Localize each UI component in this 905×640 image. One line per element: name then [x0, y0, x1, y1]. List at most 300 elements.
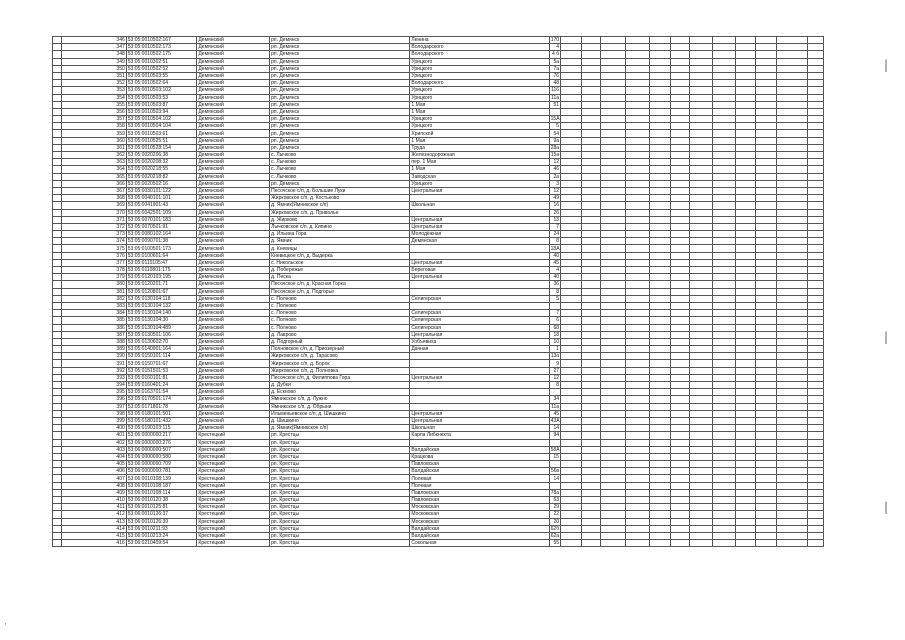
- empty-cell: [756, 94, 777, 101]
- empty-cell: [777, 274, 808, 281]
- empty-cell: [689, 94, 712, 101]
- empty-cell: [756, 432, 777, 439]
- empty-cell: [689, 144, 712, 151]
- empty-cell: [756, 532, 777, 539]
- empty-cell: [756, 346, 777, 353]
- empty-cell: [561, 382, 582, 389]
- row-number-cell: 396: [62, 396, 126, 403]
- empty-cell: [777, 116, 808, 123]
- empty-cell: [808, 461, 824, 468]
- table-row: [53, 432, 824, 439]
- cadastral-number-cell: 53:05:0020218:55: [126, 166, 197, 173]
- row-number-cell: 367: [62, 187, 126, 194]
- settlement-cell: д. Ямник(Ямникское с/п): [270, 202, 410, 209]
- cadastral-number-cell: 53:05:0010504:104: [126, 123, 197, 130]
- empty-cell: [600, 144, 625, 151]
- row-number-cell: 352: [62, 80, 126, 87]
- empty-cell: [777, 259, 808, 266]
- empty-cell: [650, 504, 671, 511]
- empty-cell: [671, 525, 690, 532]
- cadastral-number-cell: 53:05:0120801:67: [126, 288, 197, 295]
- district-cell: Демянский: [197, 72, 270, 79]
- empty-cell: [689, 44, 712, 51]
- empty-cell: [625, 317, 650, 324]
- settlement-cell: д. Лаврово: [270, 331, 410, 338]
- settlement-cell: рп. Демянск: [270, 123, 410, 130]
- settlement-cell: с. Полново: [270, 310, 410, 317]
- empty-cell: [712, 223, 735, 230]
- empty-cell: [756, 511, 777, 518]
- district-cell: Демянский: [197, 195, 270, 202]
- cadastral-number-cell: 53:06:0010126:39: [126, 518, 197, 525]
- empty-cell: [581, 130, 600, 137]
- empty-cell: [561, 532, 582, 539]
- empty-cell: [777, 532, 808, 539]
- row-number-cell: 366: [62, 180, 126, 187]
- empty-cell: [777, 288, 808, 295]
- settlement-cell: рп. Крестцы: [270, 468, 410, 475]
- empty-cell: [561, 137, 582, 144]
- table-row: [53, 410, 824, 417]
- empty-cell: [712, 173, 735, 180]
- empty-cell: [650, 65, 671, 72]
- table-row: [53, 396, 824, 403]
- table-row: [53, 108, 824, 115]
- empty-cell: [777, 281, 808, 288]
- empty-cell: [808, 317, 824, 324]
- house-number-cell: 7а: [549, 65, 560, 72]
- house-number-cell: 48: [549, 80, 560, 87]
- house-number-cell: [549, 302, 560, 309]
- empty-cell: [581, 331, 600, 338]
- house-number-cell: 13а: [550, 353, 560, 360]
- empty-cell: [689, 37, 712, 44]
- settlement-cell: д. Песка: [270, 274, 410, 281]
- empty-cell: [808, 302, 824, 309]
- empty-cell: [650, 166, 671, 173]
- empty-cell: [581, 252, 600, 259]
- table-row: [53, 44, 824, 51]
- house-number-cell: 5: [549, 123, 560, 130]
- street-cell: пер. 1 Мая: [410, 159, 549, 166]
- empty-cell: [712, 489, 735, 496]
- empty-cell: [581, 432, 600, 439]
- empty-cell: [671, 37, 690, 44]
- street-cell: Павловская: [410, 461, 549, 468]
- empty-cell: [561, 51, 582, 58]
- empty-cell: [671, 101, 690, 108]
- empty-cell: [756, 453, 777, 460]
- empty-cell: [756, 195, 777, 202]
- empty-cell: [756, 338, 777, 345]
- district-cell: Демянский: [197, 80, 270, 87]
- empty-cell: [756, 44, 777, 51]
- empty-cell: [735, 144, 756, 151]
- empty-cell: [808, 72, 824, 79]
- empty-cell: [600, 331, 625, 338]
- house-number-cell: [549, 108, 560, 115]
- empty-cell: [625, 123, 650, 130]
- district-cell: Демянский: [197, 353, 270, 360]
- empty-cell: [689, 216, 712, 223]
- empty-cell: [756, 108, 777, 115]
- data-table: [52, 36, 824, 547]
- empty-cell: [689, 324, 712, 331]
- empty-cell: [625, 180, 650, 187]
- empty-cell: [712, 180, 735, 187]
- empty-cell: [808, 252, 824, 259]
- table-row: [53, 238, 824, 245]
- empty-cell: [689, 396, 712, 403]
- house-number-cell: 43А: [550, 418, 560, 425]
- table-row: [53, 338, 824, 345]
- edge-mark-right-mid: |: [884, 330, 889, 344]
- empty-cell: [581, 461, 600, 468]
- empty-cell: [712, 482, 735, 489]
- row-spacer-cell: [53, 58, 62, 65]
- street-cell: Хрипской: [410, 130, 549, 137]
- house-number-cell: 116: [551, 87, 560, 94]
- row-spacer-cell: [53, 389, 62, 396]
- street-cell: Урицкого: [410, 65, 549, 72]
- row-number-cell: 381: [62, 288, 126, 295]
- cadastral-number-cell: 53:05:0120103:195: [126, 274, 197, 281]
- empty-cell: [735, 532, 756, 539]
- cadastral-number-cell: 53:06:0010211:93: [126, 525, 197, 532]
- empty-cell: [671, 360, 690, 367]
- table-row: [53, 374, 824, 381]
- empty-cell: [650, 417, 671, 424]
- empty-cell: [735, 518, 756, 525]
- table-row: [53, 259, 824, 266]
- street-cell: [410, 360, 549, 367]
- empty-cell: [712, 338, 735, 345]
- empty-cell: [650, 72, 671, 79]
- empty-cell: [600, 44, 625, 51]
- empty-cell: [650, 94, 671, 101]
- empty-cell: [600, 274, 625, 281]
- empty-cell: [689, 108, 712, 115]
- row-number-cell: 375: [62, 245, 126, 252]
- settlement-cell: Лычковское с/п, д. Кипино: [270, 223, 410, 230]
- empty-cell: [671, 374, 690, 381]
- empty-cell: [808, 51, 824, 58]
- cadastral-number-cell: 53:06:0010108:139: [126, 475, 197, 482]
- district-cell: Крестецкий: [197, 497, 270, 504]
- district-cell: Демянский: [197, 403, 270, 410]
- empty-cell: [625, 525, 650, 532]
- empty-cell: [808, 144, 824, 151]
- district-cell: Демянский: [197, 274, 270, 281]
- cadastral-number-cell: 53:06:0010108:114: [126, 489, 197, 496]
- empty-cell: [581, 324, 600, 331]
- empty-cell: [689, 389, 712, 396]
- settlement-cell: Песочское с/п, д. Подгорье: [270, 288, 410, 295]
- empty-cell: [808, 37, 824, 44]
- settlement-cell: рп. Крестцы: [270, 482, 410, 489]
- row-spacer-cell: [53, 238, 62, 245]
- settlement-cell: рп. Крестцы: [270, 504, 410, 511]
- empty-cell: [600, 367, 625, 374]
- house-number-cell: 5а: [549, 58, 560, 65]
- empty-cell: [756, 468, 777, 475]
- district-cell: Демянский: [197, 51, 270, 58]
- empty-cell: [600, 166, 625, 173]
- empty-cell: [625, 403, 650, 410]
- street-cell: Урицкого: [410, 116, 549, 123]
- empty-cell: [808, 231, 824, 238]
- street-cell: Урицкого: [410, 87, 549, 94]
- cadastral-number-cell: 53:05:0180101:432: [126, 417, 197, 424]
- empty-cell: [808, 410, 824, 417]
- empty-cell: [600, 489, 625, 496]
- street-cell: Селигерская: [410, 324, 549, 331]
- row-spacer-cell: [53, 489, 62, 496]
- empty-cell: [756, 37, 777, 44]
- settlement-cell: с. Никольское: [270, 259, 410, 266]
- empty-cell: [808, 360, 824, 367]
- empty-cell: [581, 497, 600, 504]
- table-row: [53, 453, 824, 460]
- table-row: [53, 324, 824, 331]
- empty-cell: [671, 87, 690, 94]
- empty-cell: [625, 223, 650, 230]
- row-spacer-cell: [53, 338, 62, 345]
- empty-cell: [561, 439, 582, 446]
- table-row: [53, 497, 824, 504]
- row-spacer-cell: [53, 144, 62, 151]
- empty-cell: [600, 482, 625, 489]
- empty-cell: [735, 417, 756, 424]
- settlement-cell: рп. Демянск: [270, 94, 410, 101]
- empty-cell: [581, 439, 600, 446]
- empty-cell: [600, 123, 625, 130]
- empty-cell: [561, 72, 582, 79]
- empty-cell: [808, 130, 824, 137]
- house-number-cell: 63: [549, 497, 560, 504]
- empty-cell: [561, 108, 582, 115]
- empty-cell: [581, 389, 600, 396]
- cadastral-number-cell: 53:05:0010504:102: [126, 116, 197, 123]
- empty-cell: [712, 374, 735, 381]
- empty-cell: [671, 245, 690, 252]
- table-row: [53, 403, 824, 410]
- district-cell: Демянский: [197, 180, 270, 187]
- empty-cell: [735, 51, 756, 58]
- street-cell: Уобъявиха: [410, 338, 549, 345]
- empty-cell: [625, 497, 650, 504]
- empty-cell: [650, 468, 671, 475]
- empty-cell: [625, 202, 650, 209]
- street-cell: [410, 396, 549, 403]
- empty-cell: [561, 374, 582, 381]
- cadastral-number-cell: 53:05:0130104:118: [126, 295, 197, 302]
- district-cell: Крестецкий: [197, 439, 270, 446]
- empty-cell: [712, 461, 735, 468]
- empty-cell: [777, 223, 808, 230]
- empty-cell: [561, 231, 582, 238]
- row-spacer-cell: [53, 468, 62, 475]
- empty-cell: [650, 389, 671, 396]
- empty-cell: [650, 137, 671, 144]
- empty-cell: [689, 367, 712, 374]
- cadastral-number-cell: 53:05:0010525:51: [126, 137, 197, 144]
- district-cell: Крестецкий: [197, 540, 270, 547]
- row-number-cell: 412: [62, 511, 126, 518]
- empty-cell: [561, 353, 582, 360]
- empty-cell: [756, 137, 777, 144]
- empty-cell: [712, 51, 735, 58]
- empty-cell: [625, 94, 650, 101]
- street-cell: [410, 281, 549, 288]
- empty-cell: [808, 195, 824, 202]
- empty-cell: [756, 396, 777, 403]
- empty-cell: [650, 187, 671, 194]
- empty-cell: [671, 274, 690, 281]
- table-row: [53, 209, 824, 216]
- house-number-cell: 36: [549, 281, 560, 288]
- house-number-cell: [549, 482, 560, 489]
- row-spacer-cell: [53, 346, 62, 353]
- empty-cell: [808, 166, 824, 173]
- empty-cell: [581, 468, 600, 475]
- empty-cell: [689, 159, 712, 166]
- empty-cell: [712, 259, 735, 266]
- empty-cell: [712, 382, 735, 389]
- empty-cell: [561, 360, 582, 367]
- empty-cell: [625, 310, 650, 317]
- cadastral-number-cell: 53:05:0010502:175: [126, 51, 197, 58]
- empty-cell: [735, 187, 756, 194]
- empty-cell: [689, 374, 712, 381]
- empty-cell: [756, 274, 777, 281]
- empty-cell: [600, 173, 625, 180]
- house-number-cell: 16: [549, 202, 560, 209]
- empty-cell: [808, 58, 824, 65]
- row-number-cell: 410: [62, 497, 126, 504]
- district-cell: Демянский: [197, 417, 270, 424]
- street-cell: Центральная: [410, 374, 549, 381]
- empty-cell: [735, 80, 756, 87]
- cadastral-number-cell: 53:05:0020206:38: [126, 152, 197, 159]
- empty-cell: [712, 123, 735, 130]
- district-cell: Демянский: [197, 173, 270, 180]
- empty-cell: [689, 51, 712, 58]
- street-cell: Центральная: [410, 223, 549, 230]
- row-spacer-cell: [53, 453, 62, 460]
- house-number-cell: 28а: [550, 144, 560, 151]
- empty-cell: [625, 245, 650, 252]
- empty-cell: [756, 410, 777, 417]
- row-number-cell: 362: [62, 152, 126, 159]
- empty-cell: [671, 259, 690, 266]
- empty-cell: [777, 403, 808, 410]
- empty-cell: [625, 468, 650, 475]
- row-spacer-cell: [53, 274, 62, 281]
- empty-cell: [777, 58, 808, 65]
- empty-cell: [735, 295, 756, 302]
- empty-cell: [625, 72, 650, 79]
- district-cell: Крестецкий: [197, 475, 270, 482]
- empty-cell: [808, 504, 824, 511]
- empty-cell: [756, 166, 777, 173]
- empty-cell: [712, 310, 735, 317]
- empty-cell: [600, 310, 625, 317]
- table-row: [53, 144, 824, 151]
- empty-cell: [671, 159, 690, 166]
- empty-cell: [625, 159, 650, 166]
- empty-cell: [671, 353, 690, 360]
- table-row: [53, 252, 824, 259]
- empty-cell: [581, 173, 600, 180]
- empty-cell: [581, 504, 600, 511]
- empty-cell: [600, 295, 625, 302]
- empty-cell: [689, 338, 712, 345]
- empty-cell: [600, 195, 625, 202]
- empty-cell: [561, 288, 582, 295]
- row-spacer-cell: [53, 252, 62, 259]
- empty-cell: [650, 295, 671, 302]
- house-number-cell: [549, 439, 560, 446]
- empty-cell: [625, 540, 650, 547]
- cadastral-number-cell: 53:05:0042501:109: [126, 209, 197, 216]
- empty-cell: [735, 504, 756, 511]
- empty-cell: [735, 259, 756, 266]
- empty-cell: [600, 518, 625, 525]
- empty-cell: [561, 367, 582, 374]
- empty-cell: [735, 37, 756, 44]
- settlement-cell: рп. Крестцы: [270, 489, 410, 496]
- empty-cell: [581, 65, 600, 72]
- settlement-cell: д. Шишкино: [270, 417, 410, 424]
- empty-cell: [756, 216, 777, 223]
- empty-cell: [756, 417, 777, 424]
- table-row: [53, 152, 824, 159]
- empty-cell: [581, 94, 600, 101]
- row-spacer-cell: [53, 72, 62, 79]
- empty-cell: [689, 489, 712, 496]
- cadastral-number-cell: 53:05:0080102:164: [126, 231, 197, 238]
- empty-cell: [671, 511, 690, 518]
- empty-cell: [756, 281, 777, 288]
- cadastral-number-cell: 53:05:0130104:30: [126, 317, 197, 324]
- empty-cell: [808, 475, 824, 482]
- empty-cell: [689, 482, 712, 489]
- house-number-cell: 54: [549, 130, 560, 137]
- settlement-cell: д. Ямник(Ямникское с/п): [270, 425, 410, 432]
- empty-cell: [808, 374, 824, 381]
- empty-cell: [689, 166, 712, 173]
- empty-cell: [561, 540, 582, 547]
- empty-cell: [561, 166, 582, 173]
- empty-cell: [561, 37, 582, 44]
- empty-cell: [735, 44, 756, 51]
- empty-cell: [712, 367, 735, 374]
- empty-cell: [689, 274, 712, 281]
- cadastral-number-cell: 53:05:0120201:71: [126, 281, 197, 288]
- empty-cell: [600, 511, 625, 518]
- empty-cell: [756, 80, 777, 87]
- empty-cell: [625, 281, 650, 288]
- row-number-cell: 386: [62, 324, 126, 331]
- settlement-cell: д. Жирково: [270, 216, 410, 223]
- empty-cell: [712, 504, 735, 511]
- street-cell: Школьная: [410, 425, 549, 432]
- row-spacer-cell: [53, 281, 62, 288]
- district-cell: Крестецкий: [197, 432, 270, 439]
- house-number-cell: 8: [549, 238, 560, 245]
- district-cell: Демянский: [197, 302, 270, 309]
